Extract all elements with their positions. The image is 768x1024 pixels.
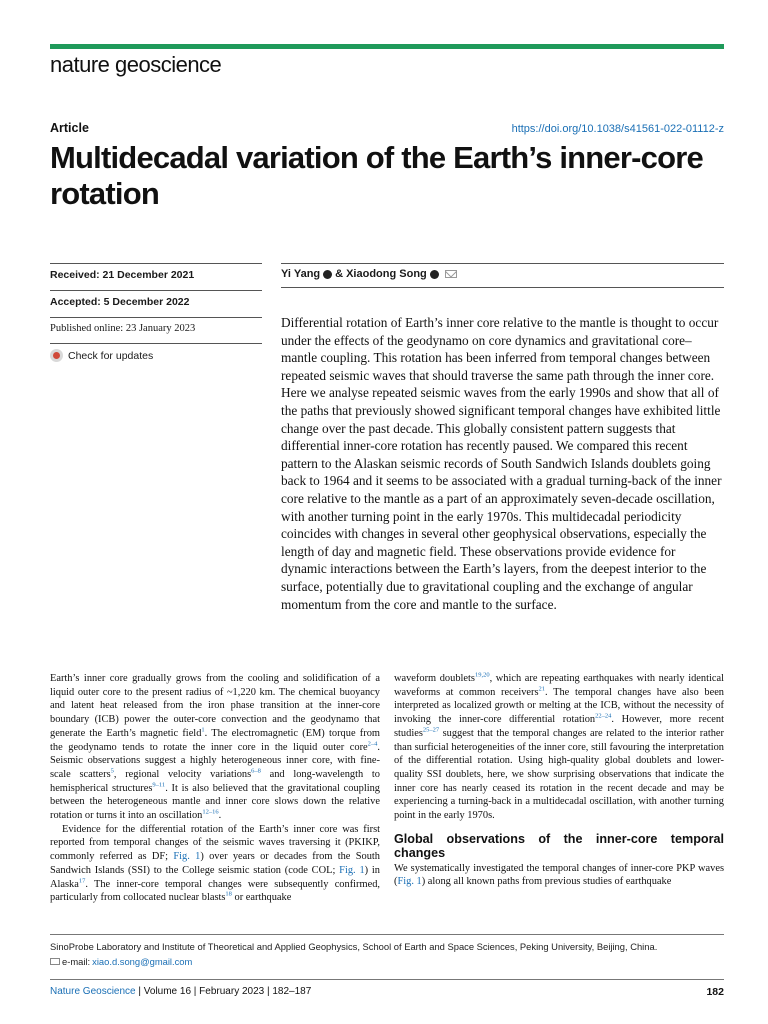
received-date: Received: 21 December 2021 (50, 263, 262, 290)
body-text: . Seismic observations suggest a highly heterogeneous inner core, with fine-scale scatters (50, 741, 380, 780)
check-updates-button[interactable] (50, 343, 262, 371)
body-text: waveform doublets (394, 673, 475, 684)
check-updates-icon (50, 349, 63, 362)
citation-link[interactable]: 6–8 (251, 767, 261, 775)
body-text: suggest that the temporal changes are related to the interior rather than surficial heterogeneities of the inner core, still favouring the interpretation of the differential rotation. Using high-quality global doublets and lower-quality SSI doublets, here, we show surprising observations that indicate the inner core has nearly ceased its rotation in the recent decade and may be experiencing a turning-back in a multidecadal oscillation, with another turning point in the early 1970s. (394, 727, 724, 822)
mail-icon (50, 958, 60, 965)
body-column-left (50, 672, 380, 905)
body-text: Evidence for the differential rotation of the Earth’s inner core was first reported from temporal changes of the seismic waves traversing it (PKIKP, commonly referred as DF; (50, 823, 380, 863)
body-paragraph (394, 672, 724, 823)
citation-link[interactable]: 1 (201, 726, 205, 734)
citation-link[interactable]: 22–24 (595, 712, 612, 720)
body-text: ) over years or decades from the South Sandwich Islands (SSI) to the College seismic station (code COL; (50, 851, 380, 876)
author-separator: & (335, 268, 344, 280)
body-text: Earth’s inner core gradually grows from the cooling and solidification of a liquid outer core to the present radius of ~1,220 km. The chemical buoyancy and latent heat released from the iron phase transition at the inner-core boundary (ICB) power the outer-core convection and the geodynamo that generate the Earth’s magnetic field (50, 673, 380, 739)
orcid-icon[interactable] (323, 270, 332, 279)
page-footer (50, 986, 311, 997)
footer-journal-link[interactable]: Nature Geoscience (50, 986, 136, 997)
body-text: . The inner-core temporal changes were subsequently confirmed, particularly from collocated nuclear blasts (50, 878, 380, 904)
body-text: , which are repeating earthquakes with nearly identical waveforms at common receivers (394, 673, 725, 698)
published-date: Published online: 23 January 2023 (50, 317, 262, 343)
body-text: . It is also believed that the gravitational coupling between the heterogeneous mantle and inner core slows down the relative rotation or turns it into an oscillation (50, 782, 380, 822)
body-text: or earthquake (231, 892, 292, 904)
citation-link[interactable]: 17 (78, 877, 86, 885)
body-paragraph (50, 672, 380, 823)
journal-name[interactable]: nature geoscience (50, 52, 222, 77)
body-paragraph (50, 823, 380, 905)
body-text: , regional velocity variations (113, 768, 252, 780)
body-text: . The temporal changes have also been interpreted as localized growth or melting at the ICB, without the necessity of invoking the inner-core differential rotation (394, 686, 725, 726)
citation-link[interactable]: 21 (538, 685, 546, 693)
citation-link[interactable]: 18 (225, 890, 232, 898)
email-line (50, 954, 724, 969)
body-text: and long-wavelength to hemispherical structures (50, 768, 380, 794)
figure-link[interactable]: Fig. 1 (339, 864, 365, 876)
author-name[interactable]: Xiaodong Song (346, 268, 427, 280)
page-number: 182 (706, 986, 724, 998)
body-paragraph (394, 862, 724, 889)
abstract: Differential rotation of Earth’s inner core relative to the mantle is thought to occur under the effects of the geodynamo on core dynamics and gravitational core–mantle coupling. This rotation has been inferred from temporal changes between repeated seismic waves that should traverse the same path through the inner core. Here we analyse repeated seismic waves from the early 1990s and show that all of the paths that previously showed significant temporal changes have exhibited little change over the past decade. This globally consistent pattern suggests that differential inner-core rotation has recently paused. We compared this recent pattern to the Alaskan seismic records of South Sandwich Islands doublets going back to 1964 and it seems to be associated with a gradual turning-back of the inner core relative to the mantle as a part of an approximately seven-decade oscillation, with another turning point in the early 1970s. This multidecadal periodicity coincides with changes in several other geophysical observations, especially the length of day and magnetic field. These observations provide evidence for dynamic interactions between the Earth’s layers, from the deepest interior to the surface, potentially due to gravitational coupling and the exchange of angular momentum from the core and mantle to the surface. (281, 315, 722, 612)
citation-link[interactable]: 12–16 (202, 808, 219, 816)
body-text: ) along all known paths from previous studies of earthquake (421, 876, 672, 888)
article-metadata (50, 263, 262, 371)
email-label: e-mail: (62, 956, 91, 967)
accepted-date: Accepted: 5 December 2022 (50, 290, 262, 317)
doi-link[interactable]: https://doi.org/10.1038/s41561-022-01112-z (511, 123, 724, 135)
authors-bottom-rule (281, 287, 724, 288)
citation-link[interactable]: 2–4 (367, 740, 378, 748)
figure-link[interactable]: Fig. 1 (173, 851, 201, 863)
body-text: ) in Alaska (50, 864, 380, 890)
body-column-right (394, 672, 724, 905)
citation-link[interactable]: 25–27 (422, 726, 440, 734)
figure-link[interactable]: Fig. 1 (397, 876, 422, 888)
citation-link[interactable]: 9–11 (152, 781, 166, 789)
top-accent-rule (50, 44, 724, 49)
author-list (281, 268, 457, 280)
footer-details: | Volume 16 | February 2023 | 182–187 (135, 986, 312, 997)
body-text: . (218, 810, 222, 822)
mail-icon[interactable] (445, 270, 457, 278)
page-title: Multidecadal variation of the Earth’s inner-core rotation (50, 140, 703, 211)
author-name[interactable]: Yi Yang (281, 268, 321, 280)
email-link[interactable]: xiao.d.song@gmail.com (92, 956, 193, 967)
body-text: We systematically investigated the temporal changes of inner-core PKP waves ( (394, 862, 724, 888)
citation-link[interactable]: 19,20 (474, 671, 490, 679)
footer-rule (50, 979, 724, 980)
affiliation-footnote (50, 939, 724, 969)
affiliation-text: SinoProbe Laboratory and Institute of Theoretical and Applied Geophysics, School of Earth and Space Sciences, Peking University, Beijing, China. (50, 941, 658, 952)
body-columns (50, 672, 724, 905)
check-updates-label: Check for updates (68, 349, 154, 362)
footnote-rule (50, 934, 724, 935)
body-text: . The electromagnetic (EM) torque from the geodynamo tends to rotate the inner core in the liquid outer core (50, 727, 380, 753)
body-text: . However, more recent studies (394, 714, 724, 739)
article-type: Article (50, 121, 89, 135)
authors-top-rule (281, 263, 724, 264)
section-heading: Global observations of the inner-core temporal changes (394, 831, 724, 860)
orcid-icon[interactable] (430, 270, 439, 279)
citation-link[interactable]: 5 (110, 767, 114, 775)
